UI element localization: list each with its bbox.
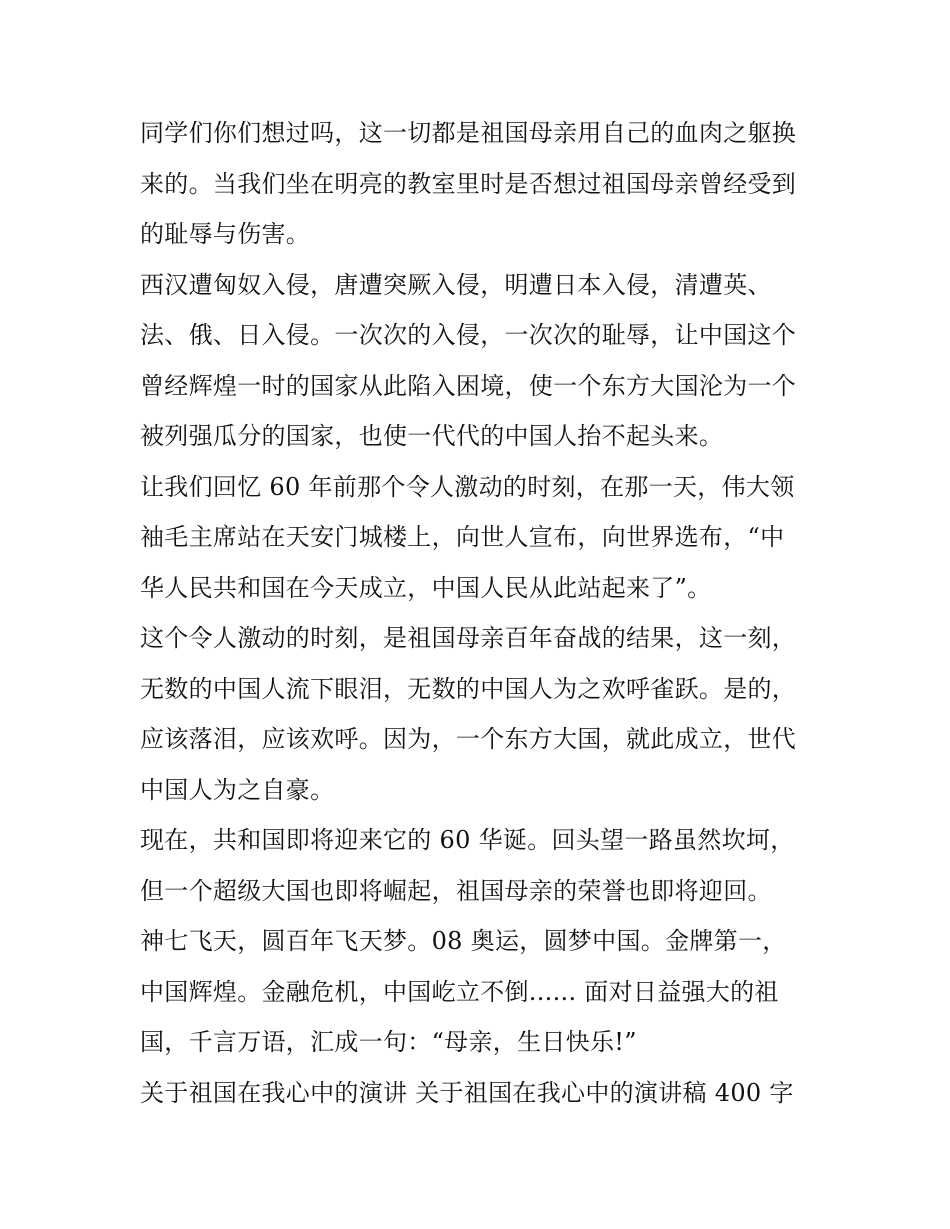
text-line: 让我们回忆 60 年前那个令人激动的时刻，在那一天，伟大领 [140,472,795,501]
text-line: 西汉遭匈奴入侵，唐遭突厥入侵，明遭日本入侵，清遭英、 [140,270,772,299]
text-line: 袖毛主席站在天安门城楼上，向世人宣布，向世界选布，“中 [140,523,785,551]
text-line: 同学们你们想过吗，这一切都是祖国母亲用自己的血肉之躯换 [140,119,797,147]
speech-text [140,108,820,1118]
text-line: 法、俄、日入侵。一次次的入侵，一次次的耻辱，让中国这个 [140,321,797,349]
text-line: 的耻辱与伤害。 [140,220,311,248]
text-line: 国，千言万语，汇成一句：“母亲，生日快乐!” [140,1028,637,1056]
text-line: 中国辉煌。金融危机，中国屹立不倒...... 面对日益强大的祖 [140,977,779,1006]
text-line: 关于祖国在我心中的演讲 关于祖国在我心中的演讲稿 400 字 [140,1078,794,1107]
text-line: 神七飞天，圆百年飞天梦。08 奥运，圆梦中国。金牌第一， [140,927,787,955]
text-line: 中国人为之自豪。 [140,775,335,804]
text-line: 来的。当我们坐在明亮的教室里时是否想过祖国母亲曾经受到 [140,169,797,198]
text-line: 现在，共和国即将迎来它的 60 华诞。回头望一路虽然坎坷， [140,826,795,854]
text-line: 被列强瓜分的国家，也使一代代的中国人抬不起头来。 [140,422,724,450]
text-line: 华人民共和国在今天成立，中国人民从此站起来了”。 [140,573,712,602]
text-line: 但一个超级大国也即将崛起，祖国母亲的荣誉也即将迎回。 [140,876,772,905]
text-line: 应该落泪，应该欢呼。因为，一个东方大国，就此成立，世代 [140,725,797,753]
text-line: 这个令人激动的时刻，是祖国母亲百年奋战的结果，这一刻， [140,624,797,652]
text-line: 曾经辉煌一时的国家从此陷入困境，使一个东方大国沦为一个 [140,371,797,400]
text-line: 无数的中国人流下眼泪，无数的中国人为之欢呼雀跃。是的， [140,674,797,703]
